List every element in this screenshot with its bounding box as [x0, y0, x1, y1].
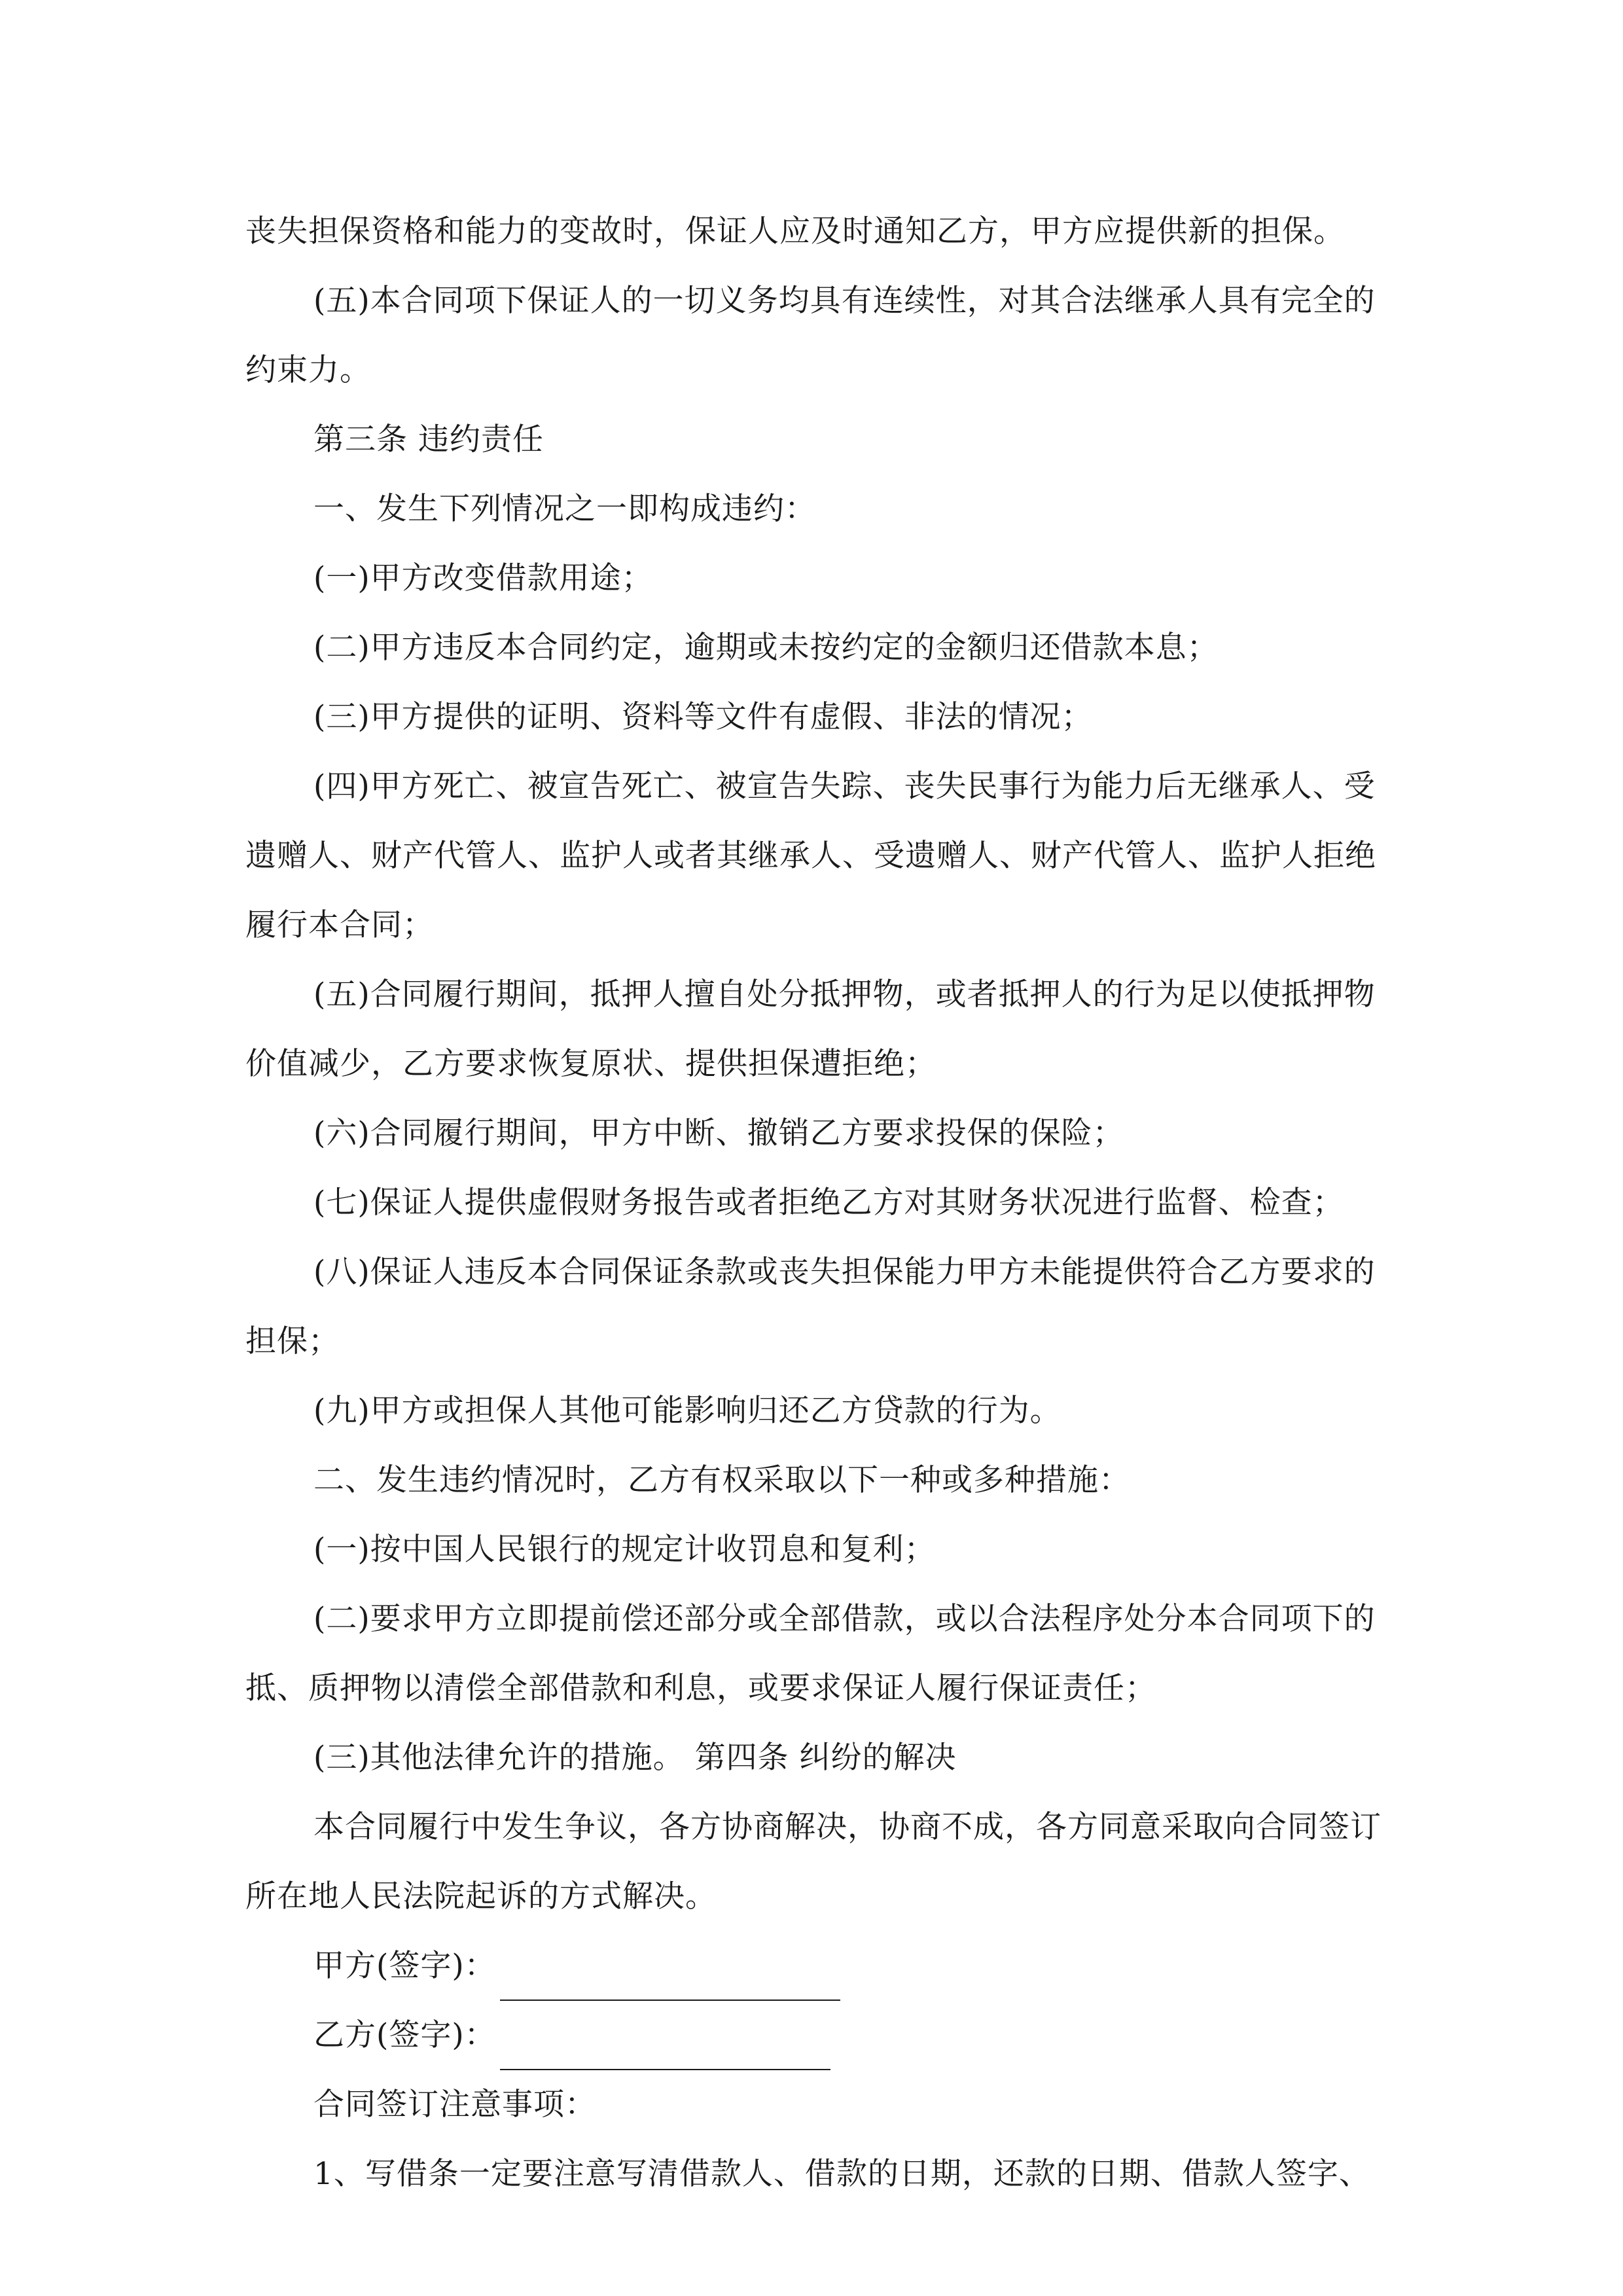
party-a-signature — [245, 1931, 1391, 2001]
dispute-resolution-paragraph: 本合同履行中发生争议，各方协商解决，协商不成，各方同意采取向合同签订所在地人民法院起诉的方式解决。 — [245, 1809, 1382, 1914]
clause-2-1: (一)按中国人民银行的规定计收罚息和复利； — [313, 1532, 936, 1568]
clause-1-6: (六)合同履行期间，甲方中断、撤销乙方要求投保的保险； — [313, 1115, 1124, 1151]
clause-1-3: (三)甲方提供的证明、资料等文件有虚假、非法的情况； — [313, 699, 1093, 735]
clause-1-4: (四)甲方死亡、被宣告死亡、被宣告失踪、丧失民事行为能力后无继承人、受遗赠人、财产代管人、监护人或者其继承人、受遗赠人、财产代管人、监护人拒绝履行本合同； — [245, 768, 1376, 943]
section-1-heading: 一、发生下列情况之一即构成违约： — [313, 491, 816, 527]
paragraph-guarantee-change: 丧失担保资格和能力的变故时，保证人应及时通知乙方，甲方应提供新的担保。 — [245, 213, 1345, 249]
clause-1-7: (七)保证人提供虚假财务报告或者拒绝乙方对其财务状况进行监督、检查； — [313, 1185, 1344, 1221]
party-a-signature-line — [500, 1960, 840, 2001]
clause-1-5: (五)合同履行期间，抵押人擅自处分抵押物，或者抵押人的行为足以使抵押物价值减少，乙方要求恢复原状、提供担保遭拒绝； — [245, 977, 1376, 1082]
party-b-signature — [245, 2001, 1391, 2070]
article-3-heading: 第三条 违约责任 — [313, 422, 544, 457]
clause-1-2: (二)甲方违反本合同约定，逾期或未按约定的金额归还借款本息； — [313, 630, 1219, 666]
note-item-1: 1、写借条一定要注意写清借款人、借款的日期，还款的日期、借款人签字、 — [313, 2156, 1370, 2192]
clause-2-3-and-article-4-heading: (三)其他法律允许的措施。 第四条 纠纷的解决 — [313, 1740, 957, 1776]
section-2-heading: 二、发生违约情况时，乙方有权采取以下一种或多种措施： — [313, 1462, 1130, 1498]
clause-2-2: (二)要求甲方立即提前偿还部分或全部借款，或以合法程序处分本合同项下的抵、质押物以清偿全部借款和利息，或要求保证人履行保证责任； — [245, 1601, 1376, 1706]
clause-1-1: (一)甲方改变借款用途； — [313, 560, 653, 596]
party-b-signature-label: 乙方(签字)： — [313, 2017, 496, 2053]
notes-heading: 合同签订注意事项： — [313, 2087, 596, 2123]
party-b-signature-line — [500, 2030, 830, 2070]
clause-1-8: (八)保证人违反本合同保证条款或丧失担保能力甲方未能提供符合乙方要求的担保； — [245, 1254, 1376, 1359]
paragraph-guarantor-obligation: (五)本合同项下保证人的一切义务均具有连续性，对其合法继承人具有完全的约束力。 — [245, 283, 1376, 388]
clause-1-9: (九)甲方或担保人其他可能影响归还乙方贷款的行为。 — [313, 1393, 1061, 1429]
document-body — [245, 197, 1391, 2209]
party-a-signature-label: 甲方(签字)： — [313, 1948, 496, 1984]
